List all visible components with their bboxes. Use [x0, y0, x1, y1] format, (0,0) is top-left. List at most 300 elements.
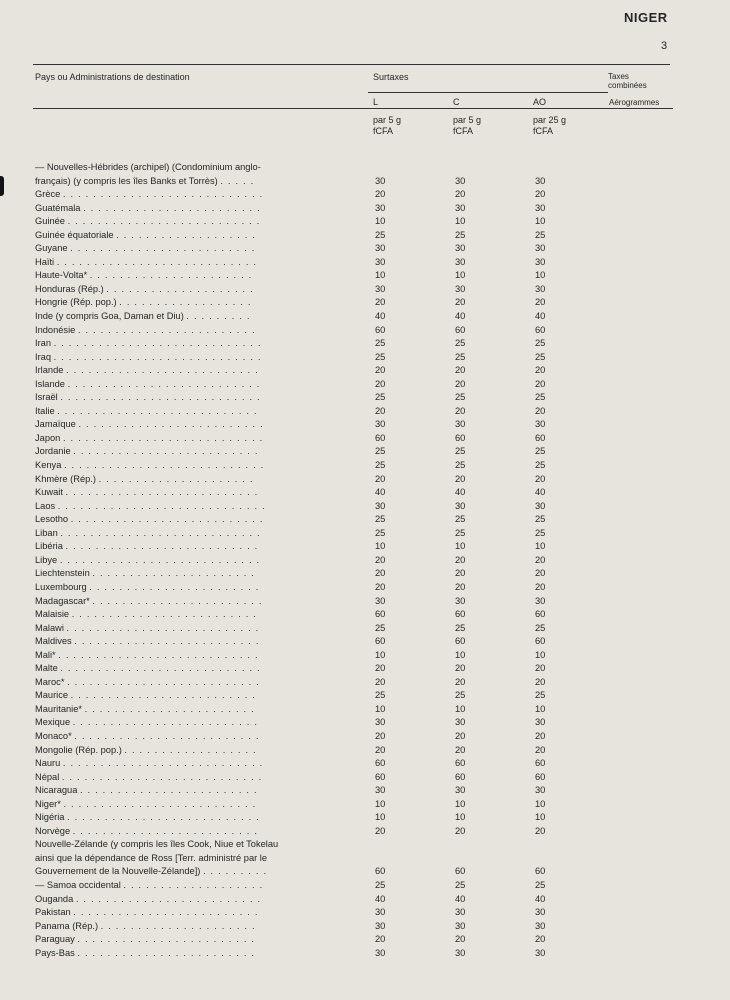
table-row [0, 337, 730, 351]
subheader-l: L [373, 97, 379, 107]
destination-label: Mali* [35, 649, 56, 660]
unit-c-1: par 5 g [453, 115, 482, 125]
leader-dots: . . . . . . . . . . . . . . . . . . . . . . . . . . [70, 514, 264, 525]
destination-name [35, 649, 345, 663]
destination-label: Libéria [35, 541, 63, 552]
destination-label: Maurice [35, 690, 69, 701]
destination-name [35, 784, 345, 798]
rate-c: 20 [455, 473, 466, 484]
destination-name [35, 459, 345, 473]
rate-l: 30 [375, 419, 386, 430]
rate-l: 60 [375, 758, 386, 769]
destination-name [35, 188, 345, 202]
rate-l: 20 [375, 473, 386, 484]
table-row [0, 459, 730, 473]
leader-dots: . . . . . . . . . . . . . . . . . . . . . . . . . . . [58, 649, 259, 660]
rate-ao: 60 [535, 324, 546, 335]
destination-label: Panama (Rép.) [35, 920, 99, 931]
table-row [0, 595, 730, 609]
leader-dots: . . . . . . . . . . . . . . . . . . . . . . . . . . [67, 378, 261, 389]
rate-l: 20 [375, 365, 386, 376]
destination-label: Liban [35, 527, 58, 538]
rate-l: 60 [375, 324, 386, 335]
rate-l: 25 [375, 879, 386, 890]
rate-ao: 10 [535, 798, 546, 809]
destination-name [35, 256, 345, 270]
rate-ao: 20 [535, 730, 546, 741]
surtaxes-rule [368, 92, 608, 93]
rate-c: 20 [455, 365, 466, 376]
destination-name [35, 527, 345, 541]
rate-l: 10 [375, 216, 386, 227]
rate-c: 30 [455, 202, 466, 213]
destination-label: Mauritanie* [35, 703, 83, 714]
destination-label-line: Gouvernement de la Nouvelle-Zélande]) [35, 866, 201, 877]
destination-label: Guyane [35, 243, 68, 254]
table-row [0, 662, 730, 676]
destination-label: Inde (y compris Goa, Daman et Diu) [35, 311, 184, 322]
rate-l: 40 [375, 311, 386, 322]
unit-c-2: fCFA [453, 126, 474, 136]
destination-name [35, 920, 345, 934]
leader-dots: . . . . . . . . . . . . . . . . . . . . . . . [89, 581, 260, 592]
destination-name [35, 405, 345, 419]
rate-l: 30 [375, 947, 386, 958]
rate-ao: 25 [535, 879, 546, 890]
rate-l: 10 [375, 649, 386, 660]
table-row [0, 527, 730, 541]
rate-l: 20 [375, 568, 386, 579]
table-row [0, 730, 730, 744]
destination-name [35, 662, 345, 676]
rate-l: 30 [375, 907, 386, 918]
rate-ao: 10 [535, 216, 546, 227]
table-row [0, 432, 730, 446]
rate-l: 10 [375, 798, 386, 809]
destination-name [35, 337, 345, 351]
leader-dots: . . . . . . . . . . . . . . . . . . . . . [98, 473, 254, 484]
destination-label: Iraq [35, 351, 52, 362]
leader-dots: . . . . . . . . . . . . . . . . . . . . . . . . . . . [56, 256, 258, 267]
table-row [0, 649, 730, 663]
rate-l: 20 [375, 663, 386, 674]
destination-name [35, 689, 345, 703]
table-row [0, 703, 730, 717]
destination-name [35, 364, 345, 378]
rate-c: 25 [455, 879, 466, 890]
table-row [0, 229, 730, 243]
destination-label: Indonésie [35, 324, 76, 335]
rate-l: 20 [375, 405, 386, 416]
rate-ao: 20 [535, 297, 546, 308]
destination-label-line: — Nouvelles-Hébrides (archipel) (Condominium anglo- [35, 162, 261, 172]
rate-c: 20 [455, 663, 466, 674]
destination-name [35, 703, 345, 717]
rate-ao: 30 [535, 419, 546, 430]
rate-ao: 25 [535, 392, 546, 403]
destination-label: Islande [35, 378, 65, 389]
rate-c: 20 [455, 825, 466, 836]
destination-label: Malaisie [35, 609, 70, 620]
table-row [0, 825, 730, 839]
destination-name [35, 513, 345, 527]
table-row [0, 893, 730, 907]
table-row [0, 486, 730, 500]
rate-c: 10 [455, 798, 466, 809]
rate-c: 40 [455, 893, 466, 904]
rate-l: 25 [375, 338, 386, 349]
leader-dots: . . . . . . . . . . . . . . . . . . . . . . . . . [70, 690, 257, 701]
rate-l: 25 [375, 514, 386, 525]
rate-ao: 20 [535, 825, 546, 836]
destination-name [35, 215, 345, 229]
destination-name [35, 324, 345, 338]
rate-ao: 40 [535, 487, 546, 498]
rate-l: 30 [375, 256, 386, 267]
rate-ao: 25 [535, 446, 546, 457]
destination-label: Jordanie [35, 446, 71, 457]
rate-ao: 25 [535, 622, 546, 633]
leader-dots: . . . . . . . . . . . . . . . . . . . . . . [89, 270, 253, 281]
rate-ao: 20 [535, 365, 546, 376]
leader-dots: . . . . . . . . . . . . . . . . . . . . . . . . . . . [62, 189, 264, 200]
leader-dots: . . . . . . . . . . . . . . . . . . . . . . . . . . . [63, 460, 265, 471]
rate-l: 20 [375, 378, 386, 389]
destination-label-line: Nouvelle-Zélande (y compris les îles Cook, Niue et Tokelau [35, 839, 279, 850]
table-row [0, 581, 730, 595]
rate-c: 10 [455, 649, 466, 660]
leader-dots: . . . . . . . . . . . . . . . . . . . . . . . . . . . [62, 758, 264, 769]
destination-label: Nicaragua [35, 785, 78, 796]
unit-l-1: par 5 g [373, 115, 402, 125]
rate-c: 25 [455, 338, 466, 349]
destination-label: Hongrie (Rép. pop.) [35, 297, 117, 308]
rate-ao: 30 [535, 500, 546, 511]
rate-l: 20 [375, 730, 386, 741]
destination-name [35, 418, 345, 432]
destination-label: Irlande [35, 365, 64, 376]
rate-l: 30 [375, 595, 386, 606]
leader-dots: . . . . . . . . . . . . . . . . . . . . . . . . . . [66, 365, 259, 376]
rate-ao: 30 [535, 202, 546, 213]
destination-label: Pakistan [35, 907, 71, 918]
rate-l: 20 [375, 189, 386, 200]
rate-c: 30 [455, 419, 466, 430]
rate-l: 10 [375, 270, 386, 281]
destination-label: Jamaïque [35, 419, 76, 430]
leader-dots: . . . . . . . . . . . . . . . . . . . . . . . . . [73, 907, 259, 918]
rate-table [0, 161, 730, 960]
destination-label: Laos [35, 500, 56, 511]
leader-dots: . . . . . . . . . . . . . . . . . . . . . . . . . . . [62, 432, 264, 443]
rate-ao: 25 [535, 690, 546, 701]
leader-dots: . . . . . . . . . [186, 311, 251, 322]
rate-ao: 60 [535, 866, 546, 877]
rate-c: 40 [455, 487, 466, 498]
rate-ao: 20 [535, 378, 546, 389]
rate-c: 30 [455, 243, 466, 254]
rate-ao: 20 [535, 934, 546, 945]
rate-l: 25 [375, 460, 386, 471]
rate-c: 30 [455, 907, 466, 918]
leader-dots: . . . . . . . . . . . . . . . . . . . . . . . . . [74, 636, 260, 647]
table-row [0, 933, 730, 947]
destination-name [35, 947, 345, 961]
destination-label: Mongolie (Rép. pop.) [35, 744, 122, 755]
rate-ao: 30 [535, 175, 546, 186]
subheader-c: C [453, 97, 460, 107]
table-row [0, 811, 730, 825]
rate-c: 60 [455, 771, 466, 782]
destination-label: Madagascar* [35, 595, 90, 606]
leader-dots: . . . . . . . . . . . . . . . . . . . . . . . . . [72, 717, 259, 728]
table-row [0, 716, 730, 730]
rate-ao: 40 [535, 311, 546, 322]
rate-l: 40 [375, 893, 386, 904]
destination-label: Monaco* [35, 730, 72, 741]
rate-c: 25 [455, 690, 466, 701]
rate-ao: 20 [535, 581, 546, 592]
destination-name [35, 310, 345, 324]
rate-l: 10 [375, 703, 386, 714]
leader-dots: . . . . . [220, 175, 255, 186]
rate-c: 30 [455, 256, 466, 267]
table-row [0, 283, 730, 297]
rate-c: 20 [455, 934, 466, 945]
rate-c: 10 [455, 541, 466, 552]
destination-label: Iran [35, 338, 52, 349]
destination-name [35, 432, 345, 446]
destination-label: Lesotho [35, 514, 69, 525]
destination-name [35, 622, 345, 636]
destination-label: Nigéria [35, 812, 65, 823]
destination-name [35, 771, 345, 785]
rate-ao: 30 [535, 595, 546, 606]
leader-dots: . . . . . . . . . . . . . . . . . . . . . [100, 920, 256, 931]
destination-label-line: ainsi que la dépendance de Ross [Terr. administré par le [35, 852, 268, 863]
table-row [0, 635, 730, 649]
rate-ao: 20 [535, 676, 546, 687]
leader-dots: . . . . . . . . . . . . . . . . . . . . . . . . . [72, 825, 259, 836]
table-row [0, 676, 730, 690]
destination-label: Malte [35, 663, 58, 674]
table-row [0, 608, 730, 622]
destination-name [35, 486, 345, 500]
rate-ao: 25 [535, 527, 546, 538]
table-row [0, 906, 730, 920]
rate-c: 25 [455, 351, 466, 362]
destination-label: Kenya [35, 460, 62, 471]
table-row [0, 798, 730, 812]
destination-name [35, 757, 345, 771]
destination-name [35, 825, 345, 839]
rate-c: 10 [455, 703, 466, 714]
destination-name [35, 581, 345, 595]
leader-dots: . . . . . . . . . . . . . . . . . . . . . . . . . . . . [57, 500, 266, 511]
rate-c: 20 [455, 554, 466, 565]
table-row [0, 202, 730, 216]
rate-l: 40 [375, 487, 386, 498]
rate-c: 20 [455, 676, 466, 687]
destination-name [35, 283, 345, 297]
rate-l: 25 [375, 446, 386, 457]
unit-l-2: fCFA [373, 126, 394, 136]
table-row [0, 256, 730, 270]
destination-label: Khmère (Rép.) [35, 473, 96, 484]
rate-ao: 30 [535, 717, 546, 728]
rate-ao: 40 [535, 893, 546, 904]
destination-label: — Samoa occidental [35, 879, 121, 890]
table-row [0, 920, 730, 934]
destination-label: Népal [35, 771, 60, 782]
rate-l: 25 [375, 229, 386, 240]
rate-l: 25 [375, 392, 386, 403]
rate-c: 60 [455, 432, 466, 443]
destination-name [35, 378, 345, 392]
destination-label: Paraguay [35, 934, 75, 945]
table-row [0, 947, 730, 961]
table-row [0, 445, 730, 459]
leader-dots: . . . . . . . . . . . . . . . . . . . [116, 229, 257, 240]
leader-dots: . . . . . . . . . . . . . . . . . . . . . . . . . [74, 730, 260, 741]
rate-l: 20 [375, 744, 386, 755]
leader-dots: . . . . . . . . . . . . . . . . . . . . . . . . . . . [60, 527, 261, 538]
destination-label: Luxembourg [35, 581, 87, 592]
rate-c: 30 [455, 920, 466, 931]
destination-name [35, 676, 345, 690]
destination-name [35, 567, 345, 581]
rate-c: 10 [455, 270, 466, 281]
leader-dots: . . . . . . . . . . . . . . . . . . . . . . . . [77, 934, 256, 945]
rate-l: 20 [375, 297, 386, 308]
leader-dots: . . . . . . . . . . . . . . . . . . . . . . . . . . [63, 798, 257, 809]
destination-label: Pays-Bas [35, 947, 75, 958]
destination-name [35, 242, 345, 256]
leader-dots: . . . . . . . . . . . . . . . . . . . . . . . . . . [67, 216, 261, 227]
table-row [0, 757, 730, 771]
top-rule [33, 64, 670, 65]
rate-c: 25 [455, 622, 466, 633]
leader-dots: . . . . . . . . . . . . . . . . . . . . . . . . . . [66, 622, 260, 633]
destination-label: Honduras (Rép.) [35, 283, 104, 294]
rate-ao: 10 [535, 270, 546, 281]
destination-name [35, 838, 345, 879]
table-row [0, 391, 730, 405]
rate-c: 60 [455, 324, 466, 335]
leader-dots: . . . . . . . . . . . . . . . . . . . . . . . . . [73, 446, 259, 457]
rate-ao: 60 [535, 432, 546, 443]
leader-dots: . . . . . . . . . . . . . . . . . . . . . . . . . [78, 419, 264, 430]
rate-l: 30 [375, 175, 386, 186]
destination-label-line: français) (y compris les îles Banks et Torrès) [35, 175, 218, 186]
leader-dots: . . . . . . . . . . . . . . . . . . . . . . [92, 568, 256, 579]
rate-c: 30 [455, 500, 466, 511]
rate-l: 30 [375, 243, 386, 254]
destination-label: Mexique [35, 717, 71, 728]
rate-c: 25 [455, 229, 466, 240]
table-row [0, 744, 730, 758]
destination-name [35, 391, 345, 405]
table-row [0, 269, 730, 283]
leader-dots: . . . . . . . . . . . . . . . . . . . . . . . . [79, 785, 258, 796]
rate-l: 30 [375, 283, 386, 294]
leader-dots: . . . . . . . . . . . . . . . . . . . . . . . . . . . . [53, 351, 262, 362]
rate-ao: 25 [535, 514, 546, 525]
leader-dots: . . . . . . . . . . . . . . . . . . . . [106, 283, 254, 294]
rate-ao: 30 [535, 920, 546, 931]
leader-dots: . . . . . . . . . . . . . . . . . . . . . . . . . . . [57, 405, 258, 416]
table-row [0, 540, 730, 554]
destination-name [35, 554, 345, 568]
rate-c: 20 [455, 405, 466, 416]
rate-l: 10 [375, 812, 386, 823]
rate-ao: 30 [535, 283, 546, 294]
rate-l: 25 [375, 690, 386, 701]
rate-c: 20 [455, 581, 466, 592]
rate-l: 30 [375, 500, 386, 511]
leader-dots: . . . . . . . . . . . . . . . . . . . . . . . . . . [65, 487, 259, 498]
table-row [0, 310, 730, 324]
leader-dots: . . . . . . . . . . . . . . . . . . . . . . . . . [71, 609, 258, 620]
table-row [0, 161, 730, 188]
destination-label: Grèce [35, 189, 61, 200]
destination-label: Italie [35, 405, 55, 416]
destination-label: Niger* [35, 798, 61, 809]
destination-name [35, 229, 345, 243]
rate-ao: 20 [535, 473, 546, 484]
rate-ao: 20 [535, 554, 546, 565]
rate-ao: 30 [535, 785, 546, 796]
rate-l: 25 [375, 351, 386, 362]
rate-c: 25 [455, 527, 466, 538]
rate-l: 25 [375, 622, 386, 633]
destination-name [35, 906, 345, 920]
rate-ao: 25 [535, 229, 546, 240]
table-row [0, 567, 730, 581]
rate-c: 40 [455, 311, 466, 322]
table-row [0, 324, 730, 338]
table-row [0, 351, 730, 365]
table-row [0, 500, 730, 514]
table-row [0, 689, 730, 703]
rate-c: 20 [455, 378, 466, 389]
rate-ao: 20 [535, 405, 546, 416]
rate-ao: 30 [535, 243, 546, 254]
rate-c: 30 [455, 283, 466, 294]
rate-l: 60 [375, 771, 386, 782]
rate-ao: 10 [535, 812, 546, 823]
leader-dots: . . . . . . . . . . . . . . . . . . [124, 744, 257, 755]
destination-name [35, 893, 345, 907]
rate-l: 30 [375, 920, 386, 931]
leader-dots: . . . . . . . . . . . . . . . . . . . . . . . [92, 595, 263, 606]
rate-c: 20 [455, 189, 466, 200]
rate-c: 60 [455, 609, 466, 620]
leader-dots: . . . . . . . . . . . . . . . . . . . . . . . . [77, 947, 256, 958]
destination-label: Norvège [35, 825, 71, 836]
destination-label: Guinée [35, 216, 65, 227]
rate-c: 60 [455, 866, 466, 877]
col-header-destination: Pays ou Administrations de destination [35, 72, 190, 82]
rate-c: 10 [455, 216, 466, 227]
subheader-aerogrammes: Aérogrammes [609, 98, 660, 107]
rate-l: 20 [375, 825, 386, 836]
destination-label: Libye [35, 554, 58, 565]
rate-c: 20 [455, 744, 466, 755]
unit-ao-2: fCFA [533, 126, 554, 136]
rate-l: 30 [375, 785, 386, 796]
unit-ao-1: par 25 g [533, 115, 567, 125]
